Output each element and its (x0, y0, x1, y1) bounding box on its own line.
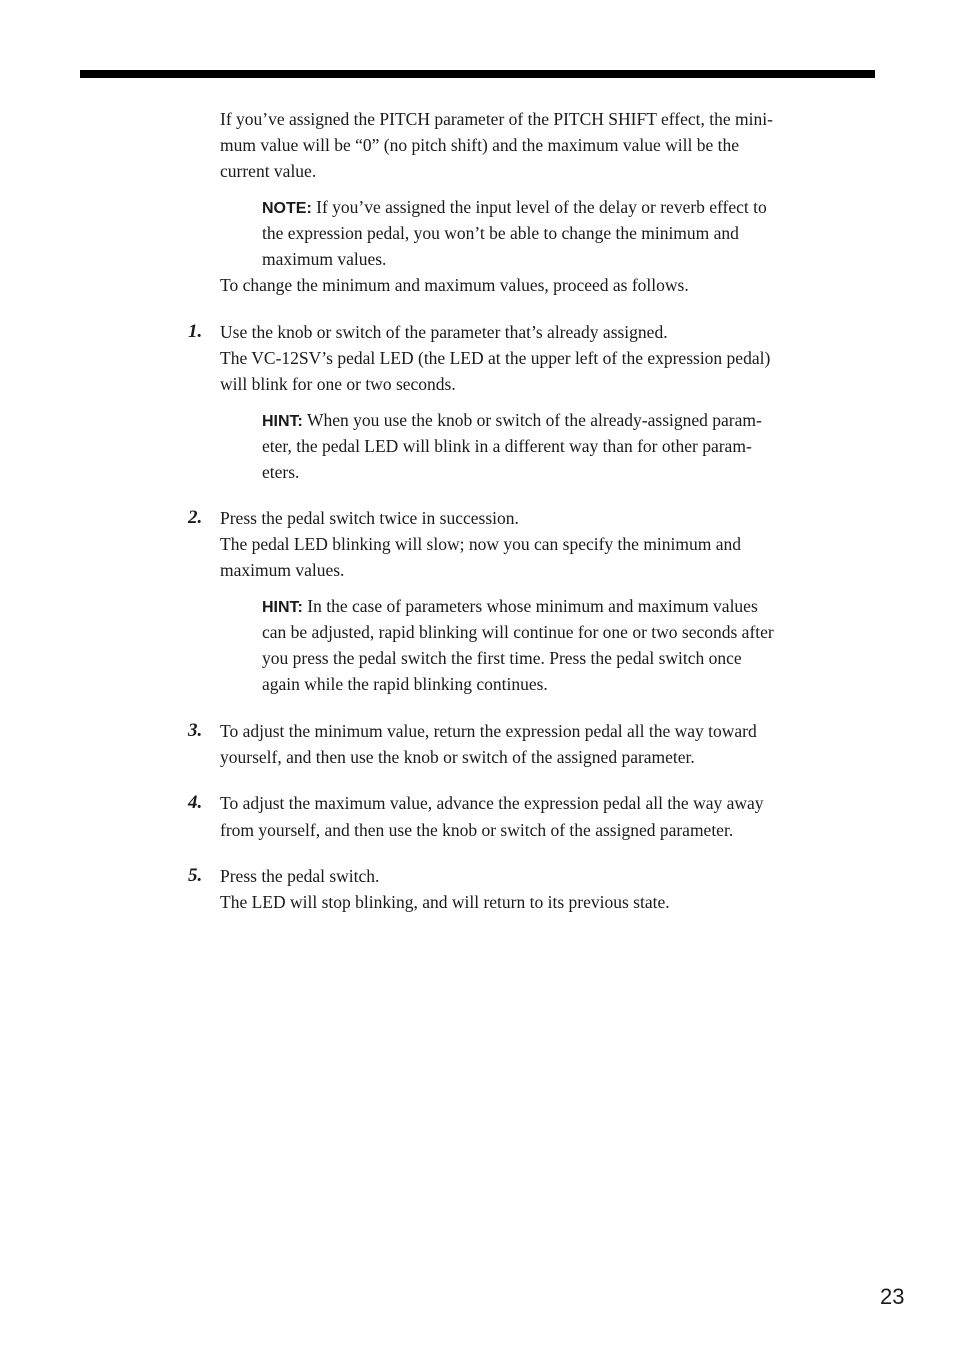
top-rule (80, 70, 875, 78)
step-1-hint-line-2: eter, the pedal LED will blink in a different way than for other param- (262, 436, 752, 456)
hint-text: When you use the knob or switch of the already-assigned param- (302, 410, 762, 430)
step-1-hint-line-3: eters. (262, 462, 300, 482)
step-1-line-1: Use the knob or switch of the parameter that’s already assigned. (220, 322, 668, 342)
intro-line-2: mum value will be “0” (no pitch shift) and the maximum value will be the (220, 135, 740, 155)
hint-text: In the case of parameters whose minimum and maximum values (302, 596, 758, 616)
step-1-line-3: will blink for one or two seconds. (220, 374, 456, 394)
step-2-line-1: Press the pedal switch twice in succession. (220, 508, 519, 528)
intro-line-1: If you’ve assigned the PITCH parameter of the PITCH SHIFT effect, the mini- (220, 109, 773, 129)
step-5-number: 5. (188, 865, 203, 886)
step-1-number: 1. (188, 321, 203, 342)
note-line-1 (262, 194, 767, 222)
step-2-hint-line-2: can be adjusted, rapid blinking will continue for one or two seconds after (262, 622, 774, 642)
page-number: 23 (880, 1284, 905, 1309)
note-line-2: the expression pedal, you won’t be able to change the minimum and (262, 223, 739, 243)
step-1-hint-line-1 (262, 407, 762, 435)
step-4-number: 4. (188, 792, 203, 813)
hint-label: HINT: (262, 599, 303, 616)
note-text: If you’ve assigned the input level of the delay or reverb effect to (311, 197, 767, 217)
note-line-3: maximum values. (262, 249, 387, 269)
step-2-hint-line-4: again while the rapid blinking continues. (262, 674, 548, 694)
step-5-line-1: Press the pedal switch. (220, 866, 380, 886)
step-2-hint-line-3: you press the pedal switch the first time. Press the pedal switch once (262, 648, 742, 668)
step-2-line-2: The pedal LED blinking will slow; now you can specify the minimum and (220, 534, 742, 554)
note-label: NOTE: (262, 200, 312, 217)
step-3-number: 3. (188, 720, 203, 741)
step-3-line-2: yourself, and then use the knob or switch of the assigned parameter. (220, 747, 695, 767)
step-2-number: 2. (188, 507, 203, 528)
step-2-hint-line-1 (262, 593, 758, 621)
hint-label: HINT: (262, 413, 303, 430)
step-1-line-2: The VC-12SV’s pedal LED (the LED at the upper left of the expression pedal) (220, 348, 771, 368)
intro-line-3: current value. (220, 161, 317, 181)
lead-text: To change the minimum and maximum values, proceed as follows. (220, 275, 689, 295)
step-4-line-2: from yourself, and then use the knob or switch of the assigned parameter. (220, 820, 734, 840)
step-3-line-1: To adjust the minimum value, return the expression pedal all the way toward (220, 721, 757, 741)
step-2-line-3: maximum values. (220, 560, 345, 580)
step-5-line-2: The LED will stop blinking, and will return to its previous state. (220, 892, 670, 912)
step-4-line-1: To adjust the maximum value, advance the expression pedal all the way away (220, 793, 764, 813)
